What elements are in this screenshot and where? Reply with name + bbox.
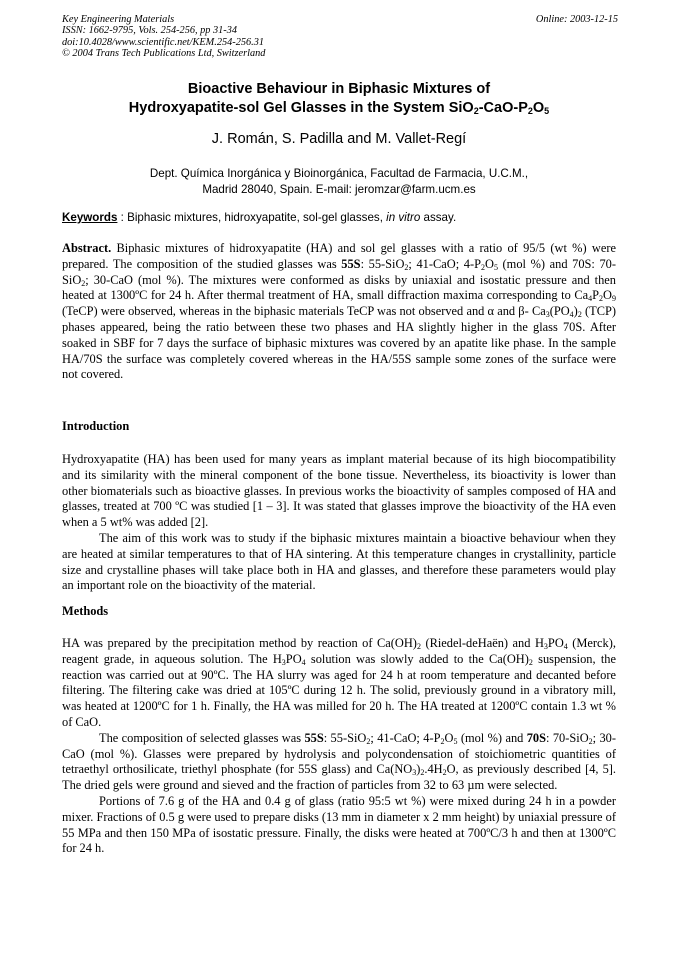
introduction-paragraph: Hydroxyapatite (HA) has been used for many years as implant material because of its high biocompatibility and its similarity with the mineral component of the bone tissue. Nevertheless, its bioactivity is lower than other biomaterials such as bioactive glasses. In previous works the bioactivity of samples composed of HA and glasses, treated at 700 ºC was studied [1 – 3]. It was stated that glasses improve the bioactivity of the HA even when a 5 wt% was added [2].	[62, 452, 616, 530]
subscript: 3	[543, 642, 548, 651]
abstract-text: (TeCP) were observed, whereas in the biphasic materials TeCP was not observed and α and β- Ca	[62, 304, 546, 319]
title-text: O	[532, 100, 545, 116]
abstract	[62, 241, 616, 383]
subscript: 4	[301, 657, 306, 667]
subscript: 2	[577, 310, 582, 320]
abstract-text: P	[592, 288, 600, 303]
affiliation-line-1: Dept. Química Inorgánica y Bioinorgánica, Facultad de Farmacia, U.C.M.,	[149, 167, 529, 180]
subscript: 2	[81, 278, 86, 288]
keywords-separator: :	[117, 211, 128, 224]
subscript: 4	[588, 294, 593, 304]
methods-text: HA was prepared by the precipitation method by reaction of Ca(OH)	[62, 636, 417, 650]
subscript: 9	[612, 294, 616, 304]
subscript: 5	[493, 262, 498, 272]
journal-name: Key Engineering Materials	[62, 14, 175, 25]
methods-text: (Riedel-deHaën) and H	[420, 636, 544, 650]
abstract-text: : 55-SiO	[360, 256, 405, 271]
subscript: 2	[420, 768, 425, 778]
subscript: 3	[412, 768, 417, 778]
subscript: 2	[366, 736, 371, 746]
subscript: 2	[404, 262, 409, 272]
methods-text: .4H	[424, 762, 443, 777]
keywords-label: Keywords	[62, 211, 118, 224]
online-date: Online: 2003-12-15	[535, 14, 618, 25]
methods-text: )	[416, 762, 421, 777]
abstract-text: (TCP) phases appeared, being the ratio between these two phases and HA slightly higher in the glass 70S. After soaked in SBF for 7 days the surface of biphasic mixtures was covered by an apatite like phase. In the sample HA/70S the surface was completely covered whereas in the HA/55S sample some zones of the surface were not covered.	[62, 304, 616, 382]
abstract-text: (mol %) and 70S: 70-SiO	[62, 256, 616, 287]
subscript: 4	[563, 642, 568, 651]
abstract-text: Biphasic mixtures of hidroxyapatite (HA) and sol gel glasses with a ratio of 95/5 (wt %) were prepared. The composition of the studied glasses was	[62, 241, 616, 271]
title-text: -CaO-P	[478, 100, 528, 116]
affiliation	[62, 166, 616, 197]
methods-text: (Merck), reagent grade, in aqueous solution. The H	[62, 636, 616, 666]
subscript: 2	[588, 736, 593, 746]
subscript: 5	[453, 736, 458, 746]
introduction-paragraph: The aim of this work was to study if the biphasic mixtures maintain a bioactive behaviour when they are heated at similar temperatures to that of HA sintering. At this temperature changes in crystallinity, particle size and crystalline phases will take place both in HA and glasses, and therefore these parameters would play an important role on the bioactivity of the material.	[62, 530, 616, 593]
methods-text: ; 30-CaO (mol %). Glasses were prepared by hydrolysis and polycondensation of stoichiometric quantities of tetraethyl orthosilicate, triethyl phosphate (for 55S glass) and Ca(NO	[62, 730, 617, 777]
abstract-glass-55s: 55S	[341, 256, 361, 271]
subscript: 2	[442, 768, 447, 778]
methods-text: O	[444, 730, 454, 745]
keywords	[62, 210, 618, 225]
methods-paragraph: Portions of 7.6 g of the HA and 0.4 g of glass (ratio 95:5 wt %) were mixed during 24 h in a powder mixer. Fractions of 0.5 g were used to prepare disks (13 mm in diameter x 2 mm height) by uniaxial pressure of 55 MPa and then 150 MPa of isostatic pressure. Finally, the disks were heated at 700ºC/3 h and then at 1300ºC for 24 h.	[62, 793, 616, 856]
methods-body	[62, 636, 616, 857]
introduction-body	[62, 452, 616, 594]
methods-heading: Methods	[62, 604, 109, 618]
methods-text: The composition of selected glasses was	[99, 730, 305, 745]
methods-text: : 70-SiO	[546, 730, 589, 745]
affiliation-line-2: Madrid 28040, Spain. E-mail: jeromzar@farm.ucm.es	[202, 182, 476, 196]
methods-glass-55s: 55S	[304, 730, 324, 745]
methods-glass-70s: 70S	[526, 730, 547, 745]
subscript: 2	[416, 642, 421, 651]
paper-title	[62, 80, 616, 118]
methods-text: PO	[547, 636, 564, 650]
abstract-text: O	[484, 256, 494, 271]
journal-header	[62, 14, 618, 59]
abstract-text: O	[603, 288, 612, 303]
abstract-label: Abstract.	[62, 241, 112, 255]
title-subscript: 2	[527, 106, 533, 116]
subscript: 3	[281, 657, 286, 667]
journal-copyright: © 2004 Trans Tech Publications Ltd, Switzerland	[62, 47, 266, 59]
methods-paragraph	[62, 636, 616, 731]
methods-text: O, as previously described [4, 5]. The dried gels were ground and sieved and the fraction of particles from 32 to 63 µm were selected.	[62, 762, 616, 793]
journal-info	[62, 14, 265, 59]
methods-text: ; 41-CaO; 4-P	[370, 730, 441, 745]
methods-text: : 55-SiO	[323, 730, 367, 745]
title-line-2	[62, 99, 616, 118]
subscript: 3	[545, 310, 550, 320]
methods-text: solution was slowly added to the Ca(OH)	[305, 651, 529, 666]
title-subscript: 2	[473, 106, 479, 116]
abstract-text: ; 41-CaO; 4-P	[408, 256, 481, 271]
abstract-text: )	[573, 304, 578, 319]
subscript: 2	[599, 294, 604, 304]
keywords-end: assay.	[420, 211, 457, 224]
keywords-italic: in vitro	[386, 211, 421, 224]
methods-text: PO	[285, 651, 302, 666]
title-line-1: Bioactive Behaviour in Biphasic Mixtures of	[187, 81, 491, 97]
methods-text: suspension, the reaction was carried out at 90ºC. The HA slurry was aged for 24 h at room temperature and decanted before filtering. The filtering cake was dried at 105ºC during 12 h. The solid, previously ground in a vibratory mill, was heated at 1200ºC for 1 h. Finally, the HA was milled for 20 h. The HA treated at 1200ºC contain 1.3 wt % of CaO.	[62, 651, 616, 729]
subscript: 4	[569, 310, 574, 320]
abstract-text: (PO	[549, 304, 570, 319]
journal-doi: doi:10.4028/www.scientific.net/KEM.254-256.31	[62, 36, 265, 48]
subscript: 2	[480, 262, 485, 272]
methods-text: (mol %) and	[457, 730, 527, 745]
introduction-heading: Introduction	[62, 419, 130, 433]
methods-paragraph	[62, 731, 616, 794]
title-text: Hydroxyapatite-sol Gel Glasses in the System SiO	[128, 100, 474, 116]
authors: J. Román, S. Padilla and M. Vallet-Regí	[211, 131, 467, 147]
keywords-text: Biphasic mixtures, hidroxyapatite, sol-gel glasses,	[127, 211, 387, 224]
subscript: 2	[528, 657, 533, 667]
abstract-text: ; 30-CaO (mol %). The mixtures were conformed as disks by uniaxial and isostatic pressure and then heated at 1300ºC for 24 h. After thermal treatment of HA, small diffraction maxima corresponding to Ca	[62, 272, 616, 303]
journal-issn: ISSN: 1662-9795, Vols. 254-256, pp 31-34	[62, 25, 238, 37]
subscript: 2	[440, 736, 445, 746]
title-subscript: 5	[544, 106, 550, 116]
